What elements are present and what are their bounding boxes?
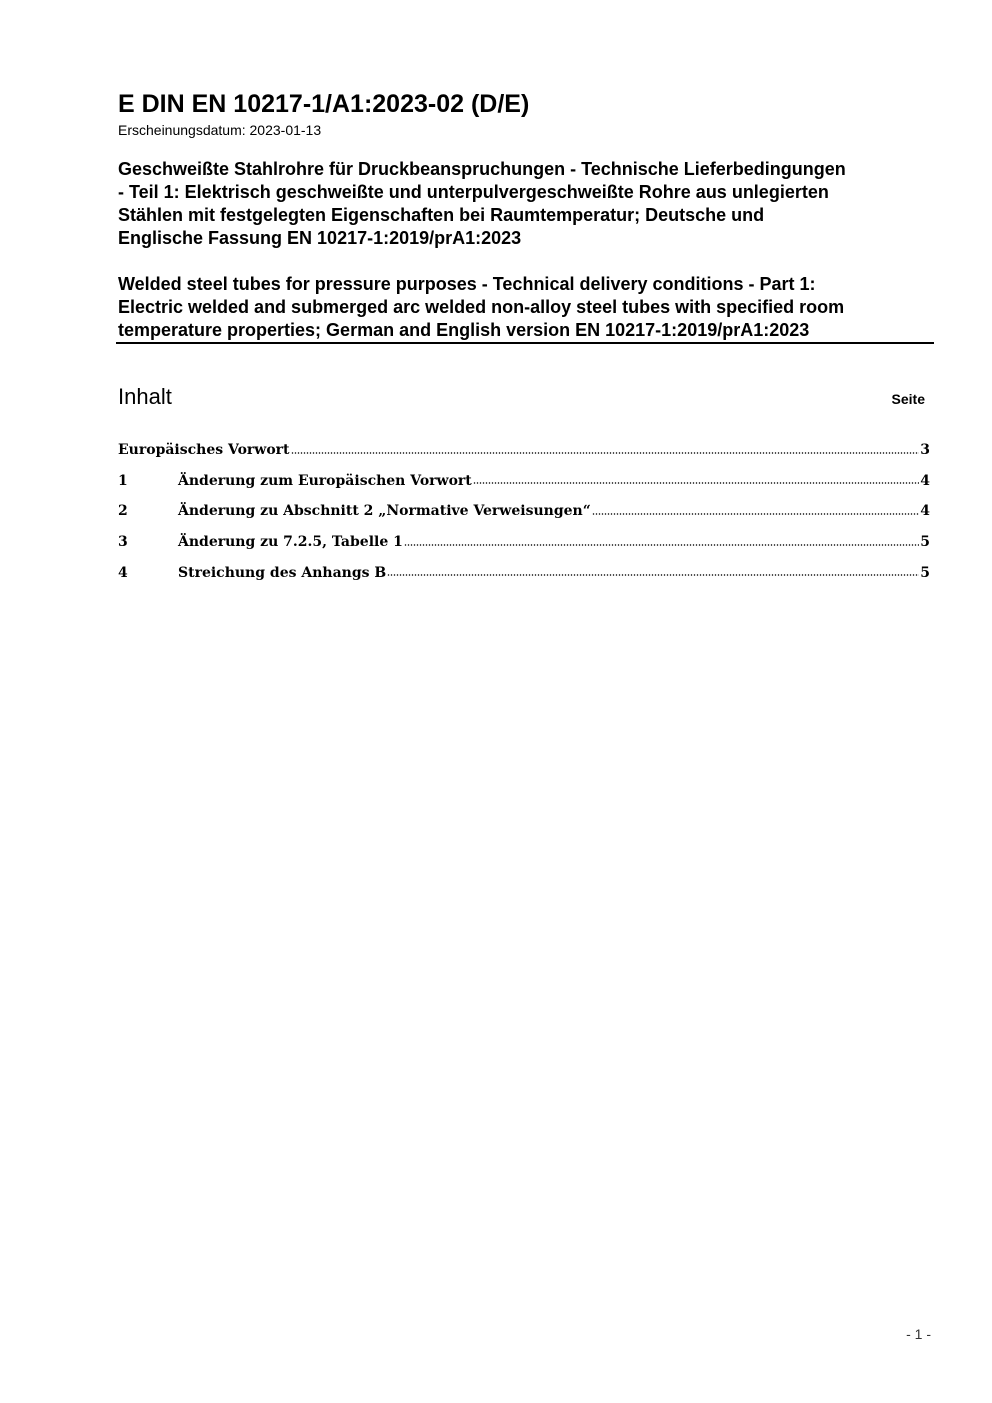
toc-entry-3[interactable] [118,532,930,552]
toc-entry-text: Änderung zum Europäischen Vorwort [178,472,472,489]
toc-dot-leader [592,512,920,515]
toc-entry-page: 4 [920,472,930,489]
toc-entry-number: 4 [118,564,128,581]
toc-entry-2[interactable] [118,501,930,521]
toc-entry-number: 2 [118,503,128,520]
toc-heading: Inhalt [118,384,172,409]
title-german-line: Stählen mit festgelegten Eigenschaften bei Raumtemperatur; Deutsche und [118,205,765,225]
toc-entry-text: Änderung zu 7.2.5, Tabelle 1 [178,534,403,551]
title-german-line: Geschweißte Stahlrohre für Druckbeanspruchungen - Technische Lieferbedingungen [118,159,846,179]
title-english-line: temperature properties; German and English version EN 10217-1:2019/prA1:2023 [118,320,810,340]
toc-entry-number: 1 [118,472,128,489]
title-german-line: - Teil 1: Elektrisch geschweißte und unterpulvergeschweißte Rohre aus unlegierten [118,182,829,202]
toc-dot-leader [291,451,920,454]
toc-entry-page: 4 [920,503,930,520]
title-english [118,273,938,342]
toc-dot-leader [473,482,919,485]
title-english-line: Electric welded and submerged arc welded non-alloy steel tubes with specified room [118,297,845,317]
toc-dot-leader [387,574,919,577]
toc-entry-text: Europäisches Vorwort [118,442,290,458]
toc-page-column-label: Seite [891,391,925,407]
table-of-contents [118,440,930,593]
title-german-line: Englische Fassung EN 10217-1:2019/prA1:2023 [118,228,522,248]
title-english-line: Welded steel tubes for pressure purposes - Technical delivery conditions - Part 1: [118,274,816,294]
toc-entry-4[interactable] [118,563,930,583]
title-german [118,158,938,250]
toc-entry-european-foreword[interactable] [118,440,930,460]
document-title: E DIN EN 10217-1/A1:2023-02 (D/E) [118,90,530,118]
toc-dot-leader [404,543,919,546]
toc-entry-number: 3 [118,534,128,551]
toc-entry-1[interactable] [118,471,930,491]
title-divider [116,342,934,344]
toc-entry-text: Änderung zu Abschnitt 2 „Normative Verweisungen“ [178,503,591,520]
toc-entry-page: 5 [920,564,930,581]
toc-entry-page: 3 [920,442,930,458]
toc-entry-text: Streichung des Anhangs B [178,564,387,581]
page-number: - 1 - [906,1326,931,1342]
publication-date: Erscheinungsdatum: 2023-01-13 [118,122,322,138]
toc-entry-page: 5 [920,534,930,551]
